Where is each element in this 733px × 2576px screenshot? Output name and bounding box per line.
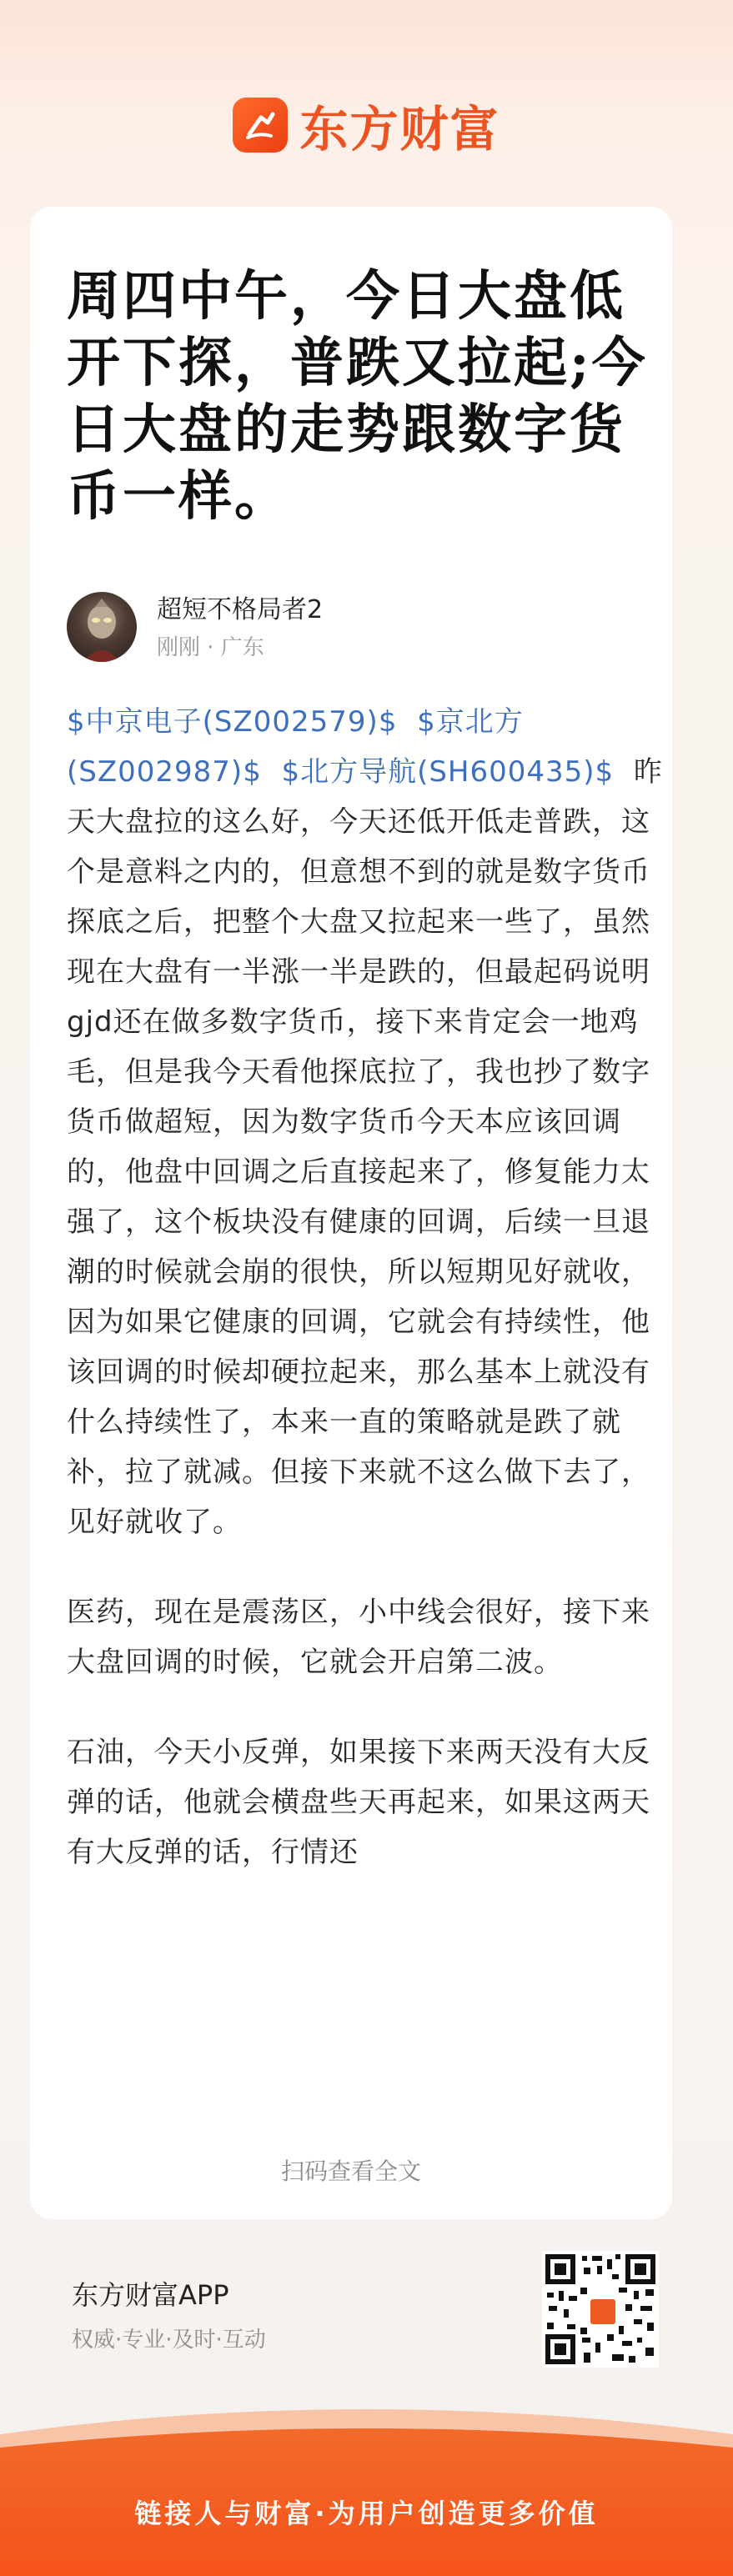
stock-link-zhongjing[interactable]: $中京电子(SZ002579)$: [67, 705, 398, 739]
author-row[interactable]: [67, 592, 323, 662]
brand-name: 东方财富: [299, 101, 500, 158]
post-card: [30, 207, 672, 2219]
stock-link-beifangdaohang[interactable]: $北方导航(SH600435)$: [281, 755, 615, 789]
post-title: 周四中午，今日大盘低开下探，普跌又拉起;今日大盘的走势跟数字货币一样。: [67, 265, 648, 528]
qr-code[interactable]: [542, 2251, 659, 2368]
stock-link-jingbeifang[interactable]: $京北方(SZ002987)$: [67, 705, 524, 789]
post-body: [67, 697, 667, 1917]
brand-header: [0, 93, 733, 157]
post-meta: 刚刚 · 广东: [157, 634, 264, 660]
dongfang-logo-icon: [233, 98, 288, 153]
paragraph: [67, 697, 667, 1547]
app-slogan: 权威·专业·及时·互动: [72, 2328, 266, 2353]
paragraph: 石油，今天小反弹，如果接下来两天没有大反弹的话，他就会横盘些天再起来，如果这两天有大反弹的话，行情还: [67, 1736, 650, 1869]
paragraph-text: 昨天大盘拉的这么好，今天还低开低走普跌，这个是意料之内的，但意想不到的就是数字货币探底之后，把整个大盘又拉起来一些了，虽然现在大盘有一半涨一半是跌的，但最起码说明gjd还在做多数字货币，接下来肯定会一地鸡毛，但是我今天看他探底拉了，我也抄了数字货币做超短，因为数字货币今天本应该回调的，他盘中回调之后直接起来了，修复能力太强了，这个板块没有健康的回调，后续一旦退潮的时候就会崩的很快，所以短期见好就收，因为如果它健康的回调，它就会有持续性，他该回调的时候却硬拉起来，那么基本上就没有什么持续性了，本来一直的策略就是跌了就补，拉了就减。但接下来就不这么做下去了，见好就收了。: [67, 755, 663, 1539]
read-more-hint: 扫码查看全文: [280, 2158, 421, 2185]
footer-band: [0, 2401, 733, 2576]
footer-slogan: 链接人与财富·为用户创造更多价值: [134, 2498, 599, 2529]
qr-logo-icon: [588, 2297, 618, 2327]
content-fade: [30, 2024, 672, 2141]
avatar[interactable]: [67, 592, 137, 662]
author-name[interactable]: 超短不格局者2: [157, 594, 324, 624]
paragraph: 医药，现在是震荡区，小中线会很好，接下来大盘回调的时候，它就会开启第二波。: [67, 1596, 650, 1679]
app-name: 东方财富APP: [72, 2279, 229, 2311]
